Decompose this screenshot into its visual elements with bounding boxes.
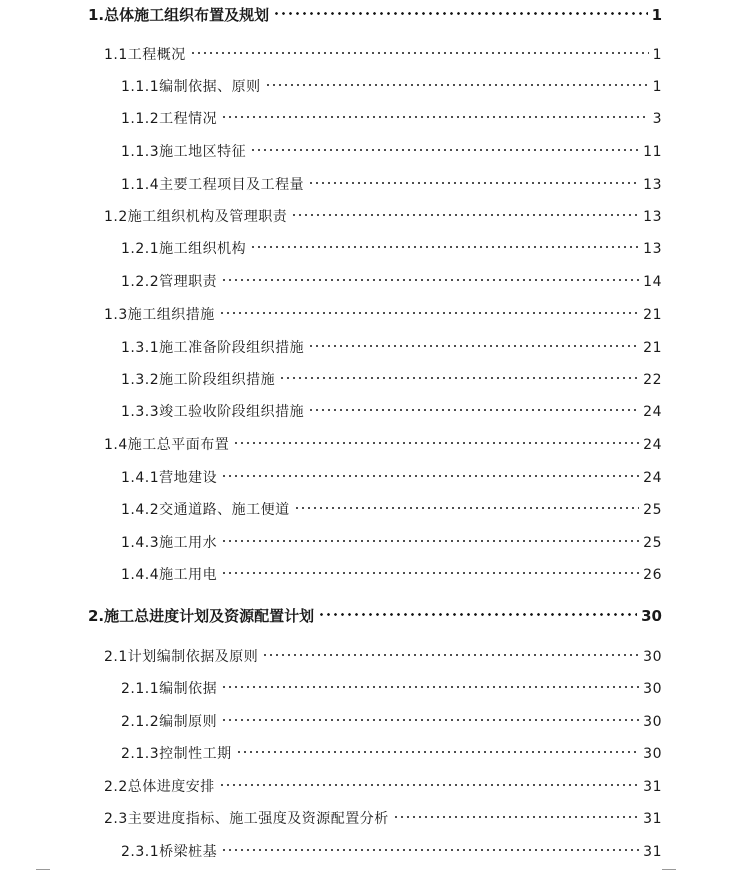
- toc-entry-page-number: 26: [643, 567, 662, 583]
- toc-entry-label: 1.4.1营地建设: [121, 470, 218, 486]
- toc-entry-label: 1.4施工总平面布置: [104, 437, 230, 453]
- toc-entry-page-number: 31: [643, 779, 662, 795]
- toc-entry-level-3[interactable]: [121, 337, 662, 357]
- toc-entry-label: 1.总体施工组织布置及规划: [88, 6, 270, 24]
- toc-dot-leader: [393, 806, 639, 820]
- toc-entry-label: 1.3施工组织措施: [104, 307, 215, 323]
- toc-entry-page-number: 25: [643, 535, 662, 551]
- toc-entry-label: 2.1.2编制原则: [121, 714, 218, 730]
- toc-dot-leader: [221, 676, 639, 690]
- toc-dot-leader: [221, 269, 639, 283]
- toc-entry-level-2[interactable]: [104, 206, 662, 226]
- toc-entry-label: 2.1.3控制性工期: [121, 746, 232, 762]
- toc-entry-level-3[interactable]: [121, 532, 662, 552]
- toc-entry-label: 1.4.3施工用水: [121, 535, 218, 551]
- toc-entry-page-number: 3: [652, 111, 662, 127]
- toc-entry-level-2[interactable]: [104, 808, 662, 828]
- toc-entry-label: 1.4.4施工用电: [121, 567, 218, 583]
- toc-entry-label: 2.3主要进度指标、施工强度及资源配置分析: [104, 811, 389, 827]
- toc-entry-label: 1.2.1施工组织机构: [121, 241, 247, 257]
- toc-dot-leader: [250, 139, 639, 153]
- toc-dot-leader: [190, 42, 649, 56]
- toc-entry-level-3[interactable]: [121, 108, 662, 128]
- toc-dot-leader: [291, 204, 639, 218]
- toc-entry-level-2[interactable]: [104, 304, 662, 324]
- toc-entry-level-2[interactable]: [104, 646, 662, 666]
- toc-entry-level-3[interactable]: [121, 841, 662, 861]
- toc-entry-page-number: 24: [643, 437, 662, 453]
- toc-entry-page-number: 30: [641, 607, 662, 625]
- toc-entry-page-number: 13: [643, 241, 662, 257]
- toc-dot-leader: [308, 335, 639, 349]
- toc-entry-page-number: 11: [643, 144, 662, 160]
- toc-dot-leader: [219, 302, 639, 316]
- toc-entry-page-number: 31: [643, 844, 662, 860]
- toc-entry-level-2[interactable]: [104, 44, 662, 64]
- toc-entry-page-number: 13: [643, 209, 662, 225]
- toc-entry-level-3[interactable]: [121, 711, 662, 731]
- toc-entry-label: 1.1.1编制依据、原则: [121, 79, 261, 95]
- toc-dot-leader: [250, 236, 639, 250]
- toc-entry-page-number: 21: [643, 307, 662, 323]
- toc-entry-level-3[interactable]: [121, 467, 662, 487]
- toc-entry-label: 2.1计划编制依据及原则: [104, 649, 259, 665]
- toc-entry-label: 1.3.3竣工验收阶段组织措施: [121, 404, 305, 420]
- toc-entry-label: 1.2施工组织机构及管理职责: [104, 209, 288, 225]
- toc-entry-page-number: 22: [643, 372, 662, 388]
- toc-entry-page-number: 30: [643, 649, 662, 665]
- toc-entry-page-number: 24: [643, 404, 662, 420]
- toc-dot-leader: [221, 465, 639, 479]
- toc-entry-page-number: 21: [643, 340, 662, 356]
- toc-dot-leader: [221, 562, 639, 576]
- page-corner-mark-left: [36, 869, 50, 870]
- toc-dot-leader: [318, 603, 637, 618]
- toc-dot-leader: [233, 432, 639, 446]
- toc-dot-leader: [279, 367, 639, 381]
- page-corner-mark-right: [662, 869, 676, 870]
- toc-entry-page-number: 1: [652, 47, 662, 63]
- toc-dot-leader: [221, 839, 639, 853]
- toc-entry-label: 2.3.1桥梁桩基: [121, 844, 218, 860]
- toc-entry-level-3[interactable]: [121, 141, 662, 161]
- toc-entry-page-number: 30: [643, 681, 662, 697]
- toc-entry-level-1[interactable]: [88, 605, 662, 626]
- toc-dot-leader: [308, 172, 639, 186]
- toc-dot-leader: [221, 709, 639, 723]
- toc-dot-leader: [219, 774, 639, 788]
- toc-entry-page-number: 24: [643, 470, 662, 486]
- toc-entry-page-number: 1: [652, 79, 662, 95]
- toc-entry-level-1[interactable]: [88, 4, 662, 25]
- toc-entry-page-number: 31: [643, 811, 662, 827]
- toc-entry-level-3[interactable]: [121, 271, 662, 291]
- toc-entry-label: 2.2总体进度安排: [104, 779, 215, 795]
- toc-entry-page-number: 1: [651, 6, 662, 24]
- toc-dot-leader: [236, 741, 640, 755]
- toc-entry-level-3[interactable]: [121, 76, 662, 96]
- toc-entry-label: 1.4.2交通道路、施工便道: [121, 502, 290, 518]
- toc-entry-page-number: 13: [643, 177, 662, 193]
- toc-entry-level-3[interactable]: [121, 678, 662, 698]
- toc-entry-label: 2.施工总进度计划及资源配置计划: [88, 607, 315, 625]
- toc-entry-level-2[interactable]: [104, 776, 662, 796]
- toc-dot-leader: [265, 74, 649, 88]
- toc-entry-level-3[interactable]: [121, 499, 662, 519]
- toc-dot-leader: [221, 106, 648, 120]
- toc-dot-leader: [294, 497, 640, 511]
- toc-entry-level-3[interactable]: [121, 174, 662, 194]
- toc-entry-level-2[interactable]: [104, 434, 662, 454]
- toc-entry-label: 1.1.4主要工程项目及工程量: [121, 177, 305, 193]
- toc-entry-label: 1.3.1施工准备阶段组织措施: [121, 340, 305, 356]
- toc-entry-label: 1.1.3施工地区特征: [121, 144, 247, 160]
- toc-entry-level-3[interactable]: [121, 369, 662, 389]
- toc-entry-page-number: 30: [643, 746, 662, 762]
- toc-entry-page-number: 30: [643, 714, 662, 730]
- toc-entry-label: 1.2.2管理职责: [121, 274, 218, 290]
- toc-entry-page-number: 25: [643, 502, 662, 518]
- toc-dot-leader: [221, 530, 639, 544]
- toc-entry-level-3[interactable]: [121, 401, 662, 421]
- toc-dot-leader: [308, 399, 639, 413]
- toc-entry-level-3[interactable]: [121, 743, 662, 763]
- toc-entry-label: 1.3.2施工阶段组织措施: [121, 372, 276, 388]
- toc-dot-leader: [262, 644, 639, 658]
- toc-entry-level-3[interactable]: [121, 238, 662, 258]
- toc-dot-leader: [273, 2, 647, 17]
- toc-entry-label: 1.1工程概况: [104, 47, 186, 63]
- toc-entry-page-number: 14: [643, 274, 662, 290]
- toc-entry-label: 1.1.2工程情况: [121, 111, 218, 127]
- toc-entry-label: 2.1.1编制依据: [121, 681, 218, 697]
- toc-entry-level-3[interactable]: [121, 564, 662, 584]
